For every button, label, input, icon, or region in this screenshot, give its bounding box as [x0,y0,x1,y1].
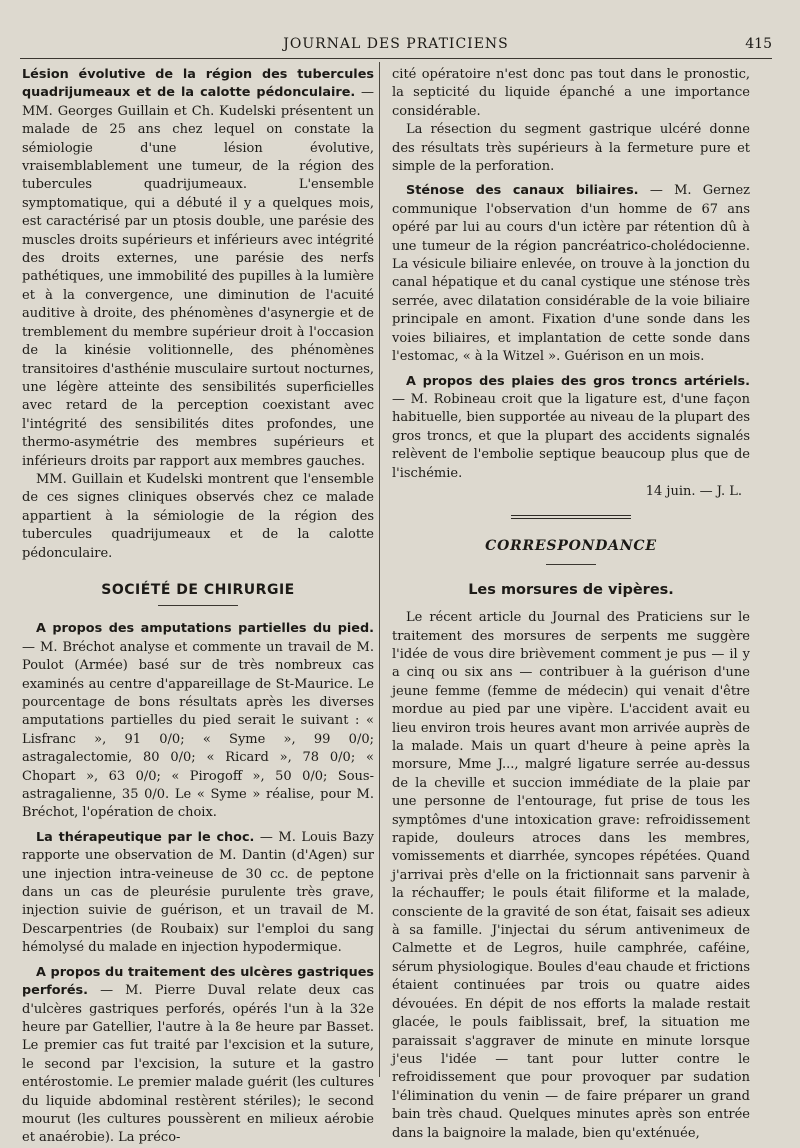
article-amputations [22,620,374,822]
signature: 14 juin. — J. L. [645,483,742,499]
paragraph: cité opératoire n'est donc pas tout dans le pronostic, la septicité du liquide épanché a une importance considérable. [392,67,750,119]
page-number: 415 [745,36,772,52]
correspondance-title: CORRESPONDANCE [485,538,657,555]
article-heading: La thérapeutique par le choc. [36,829,255,845]
article-title: Les morsures de vipères. [468,581,674,598]
section-title: SOCIÉTÉ DE CHIRURGIE [101,581,295,598]
article-body: — MM. Georges Guillain et Ch. Kudelski présentent un malade de 25 ans chez lequel on constate la sémiologie d'une lésion évolutive, vraisemblablement une tumeur, de la région des tubercules quadrijumeaux. L'ensemble symptomatique, qui a débuté il y a quelques mois, est caractérisé par un ptosis double, une parésie des muscles droits supérieurs et inférieurs avec intégrité des droits externes, une parésie des nerfs pathétiques, une immobilité des pupilles à la lumière et à la convergence, une diminution de l'acuité auditive à droite, des phénomènes d'asynergie et de tremblement du membre supérieur droit à l'occasion de la kinésie volitionnelle, des phénomènes transitoires d'asthénie musculaire surtout nocturnes, une légère atteinte des sensibilités superficielles avec retard de la perception coexistant avec l'intégrité des sensibilités dites profondes, une thermo-asymétrie des membres supérieurs et inférieurs droits par rapport aux membres gauches. [22,85,374,469]
article-heading: Sténose des canaux biliaires. [406,183,639,199]
left-column [22,66,374,1148]
article-heading: A propos des amputations partielles du pied. [36,621,374,637]
section-divider [546,564,596,565]
journal-title: JOURNAL DES PRATICIENS [283,36,509,52]
article-body: — M. Bréchot analyse et commente un travail de M. Poulot (Armée) basé sur de très nombreux cas examinés au centre d'appareillage de St-Maurice. Le pourcentage de bons résultats après les diverses amputations partielles du pied serait le suivant : « Lisfranc », 91 0/0; « Syme », 99 0/0; astragalectomie, 80 0/0; « Ricard », 78 0/0; « Chopart », 63 0/0; « Pirogoff », 50 0/0; Sous-astragalienne, 35 0/0. Le « Syme » réalise, pour M. Bréchot, l'opération de choix. [22,639,374,821]
article-heading: A propos des plaies des gros troncs artériels. [406,373,750,389]
paragraph: MM. Guillain et Kudelski montrent que l'ensemble de ces signes cliniques observés chez ce malade appartient à la sémiologie de la région des tubercules quadrijumeaux et de la calotte pédonculaire. [22,471,374,561]
right-column [392,66,750,1143]
article-ulceres-gastriques [22,964,374,1148]
article-morsures-viperes: Le récent article du Journal des Praticiens sur le traitement des morsures de serpents me suggère l'idée de vous dire brièvement comment je pus — il y a cinq ou six ans — contribuer à la guérison d'une jeune femme (femme de médecin) qui venait d'être mordue au pied par une vipère. L'accident avait eu lieu environ trois heures avant mon arrivée auprès de la malade. Mais un quart d'heure à peine après la morsure, Mme J..., malgré ligature serrée au-dessus de la cheville et succion immédiate de la plaie par une personne de l'entourage, fut prise de tous les symptômes d'une intoxication grave: refroidissement rapide, douleurs atroces dans les membres, vomissements et diarrhée, syncopes répétées. Quand j'arrivai près d'elle on la frictionnait sans parvenir à la réchauffer; le pouls était filiforme et la malade, consciente de la gravité de son état, faisait ses adieux à sa famille. J'injectai du sérum antivenimeux de Calmette et de Legros, huile camphrée, caféine, sérum physiologique. Boules d'eau chaude et frictions étaient continuées par trois ou quatre aides dévouées. En dépit de nos efforts la malade restait glacée, le pouls faiblissait, bref, la situation me paraissait s'aggraver de minute en minute lorsque j'eus l'idée — tant pour lutter contre le refroidissement que pour provoquer par sudation l'élimination du venin — de faire préparer un grand bain très chaud. Quelques minutes après son entrée dans la baignoire la malade, bien qu'exténuée, [392,610,750,1141]
article-lesion-evolutive [22,66,374,471]
article-heading: A propos du traitement des ulcères gastriques perforés. [22,964,374,999]
section-divider [158,605,238,606]
double-divider [511,515,631,519]
paragraph: La résection du segment gastrique ulcéré donne des résultats très supérieurs à la fermeture pure et simple de la perforation. [392,122,750,175]
article-body: — M. Gernez communique l'observation d'un homme de 67 ans opéré par lui au cours d'un ictère par rétention dû à une tumeur de la région pancréatrico-cholédocienne. La vésicule biliaire enlevée, on trouve à la jonction du canal hépatique et du canal cystique une sténose très serrée, avec dilatation considérable de la voie biliaire principale en amont. Fixation d'une sonde dans les voies biliaires, et implantation de cette sonde dans l'estomac, « à la Witzel ». Guérison en un mois. [392,183,750,365]
article-body: — M. Robineau croit que la ligature est, d'une façon habituelle, bien supportée au niveau de la plupart des gros troncs, et que la plupart des accidents signalés relèvent de l'embolie septique beaucoup plus que de l'ischémie. [392,391,750,481]
running-header [20,36,772,59]
article-stenose-canaux [392,182,750,366]
article-body: — M. Louis Bazy rapporte une observation de M. Dantin (d'Agen) sur une injection intra-veineuse de 30 cc. de peptone dans un cas de pleurésie purulente très grave, injection suivie de guérison, et un travail de M. Descarpentries (de Roubaix) sur l'emploi du sang hémolysé du malade en injection hypodermique. [22,829,374,956]
article-therapeutique-choc [22,829,374,958]
article-body: — M. Pierre Duval relate deux cas d'ulcères gastriques perforés, opérés l'un à la 32e heure par Gatellier, l'autre à la 8e heure par Basset. Le premier cas fut traité par l'excision et la suture, le second par l'excision, la suture et la gastro entérostomie. Le premier malade guérit (les cultures du liquide abdominal restèrent stériles); le second mourut (les cultures poussèrent en milieux aérobie et anaérobie). La préco- [22,983,374,1146]
column-divider [379,62,380,1077]
article-plaies-troncs [392,373,750,483]
article-heading: Lésion évolutive de la région des tubercules quadrijumeaux et de la calotte pédonculaire. [22,67,374,101]
